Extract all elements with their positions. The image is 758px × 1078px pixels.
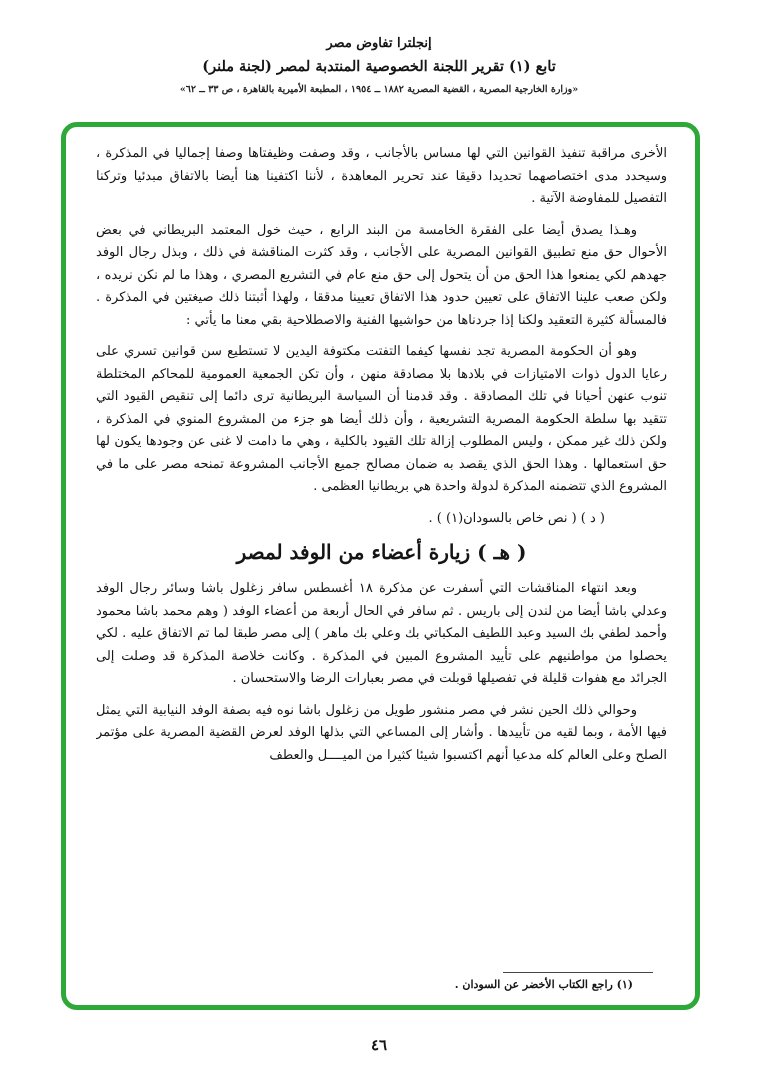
section-e-heading: ( هـ ) زيارة أعضاء من الوفد لمصر (236, 540, 527, 564)
page-number: ٤٦ (370, 1036, 388, 1054)
paragraph: وبعد انتهاء المناقشات التي أسفرت عن مذكرة ١٨ أغسطس سافر زغلول باشا وسائر رجال الوفد وعدلي باشا أيضا من لندن إلى باريس . ثم سافر في الحال أربعة من أعضاء الوفد ( وهم محمد باشا محمود وأحمد لطفي بك السيد وعبد اللطيف المكباتي بك وعلي بك ماهر ) إلى مصر طبقا لما تم الاتفاق عليه . لكي يحصلوا من مواطنيهم على تأييد المشروع المبين في المذكرة . وكانت خلاصة المذكرة قد وصلت إلى الجرائد مع هفوات قليلة في تفصيلها قوبلت في مصر بعبارات الرضا والاستحسان . (96, 581, 667, 686)
source-citation: «وزارة الخارجية المصرية ، القضية المصرية ١٨٨٢ ــ ١٩٥٤ ، المطبعة الأميرية بالقاهرة ، ص ٣٣ ــ ٦٢» (179, 84, 579, 95)
page-header (0, 0, 758, 95)
paragraph: وهو أن الحكومة المصرية تجد نفسها كيفما التفتت مكتوفة اليدين لا تستطيع سن قوانين تسري على رعايا الدول ذوات الامتيازات في بلادها بلا مصادقة منهن ، وأن تكن الجمعية العمومية للمحاكم المختلطة تنوب عنهن أحيانا في تلك المصادقة . وقد قدمنا أن السياسة البريطانية ترى دائما إلى تنقيص القيود التي تتقيد بها سلطة الحكومة المصرية التشريعية ، وأن ذلك أيضا هو جزء من المشروع المنوي في المذكرة ، ولكن ذلك غير ممكن ، وليس المطلوب إزالة تلك القيود بالكلية ، وهي ما دامت لا غنى عن وجودها يكون لها حق استعمالها . وهذا الحق الذي يقصد به ضمان مصالح جميع الأجانب المشروعة تمنحه مصر على ما في المشروع الذي تتضمنه المذكرة لدولة واحدة هي بريطانيا العظمى . (96, 344, 667, 494)
section-d-label: ( د ) ( نص خاص بالسودان(١) ) . (428, 510, 605, 526)
paragraph: وهـذا يصدق أيضا على الفقرة الخامسة من البند الرابع ، حيث خول المعتمد البريطاني في بعض الأحوال حق منع تطبيق القوانين المصرية على الأجانب ، وقد كثرت المناقشة في ذلك ، وبذل رجال الوفد جهدهم لكي يمنعوا هذا الحق من أن يتحول إلى حق منع عام في التشريع المصري ، وهذا ما لم نكن نريده ، ولكن صعب علينا الاتفاق على تعيين حدود هذا الاتفاق تعيينا مدققا ، ولهذا أثبتنا ذلك صيغتين في المذكرة . فالمسألة كثيرة التعقيد ولكنا إذا جردناها من حواشيها الفنية والاصطلاحية بقي معنا ما يأتي : (96, 222, 667, 328)
body-text (96, 143, 667, 968)
footnote-separator (503, 972, 653, 973)
document-subtitle: تابع (١) تقرير اللجنة الخصوصية المنتدبة لمصر (لجنة ملنر) (202, 58, 556, 75)
footnote-text: (١) راجع الكتاب الأخضر عن السودان . (454, 978, 633, 991)
footnote (96, 968, 667, 991)
content-border-box (61, 122, 700, 1010)
paragraph: وحوالي ذلك الحين نشر في مصر منشور طويل من زغلول باشا نوه فيه بصفة الوفد النيابية التي يمثل فيها الأمة ، وبما لقيه من تأييدها . وأشار إلى المساعي التي بذلها الوفد لعرض القضية المصرية على مؤتمر الصلح وعلى العالم كله مدعيا أنهم اكتسبوا شيئا كثيرا من الميــــل والعطف (96, 702, 667, 763)
paragraph-continuation: الأخرى مراقبة تنفيذ القوانين التي لها مساس بالأجانب ، وقد وصفت وظيفتاها وصفا إجماليا في المذكرة ، وسيحدد مدى اختصاصهما تحديدا دقيقا عند تحرير المعاهدة ، لأننا اكتفينا هنا أيضا بالاتفاق مبدئيا وتركنا التفصيل للمفاوضة الآتية . (96, 146, 667, 206)
document-title: إنجلترا تفاوض مصر (326, 36, 432, 51)
